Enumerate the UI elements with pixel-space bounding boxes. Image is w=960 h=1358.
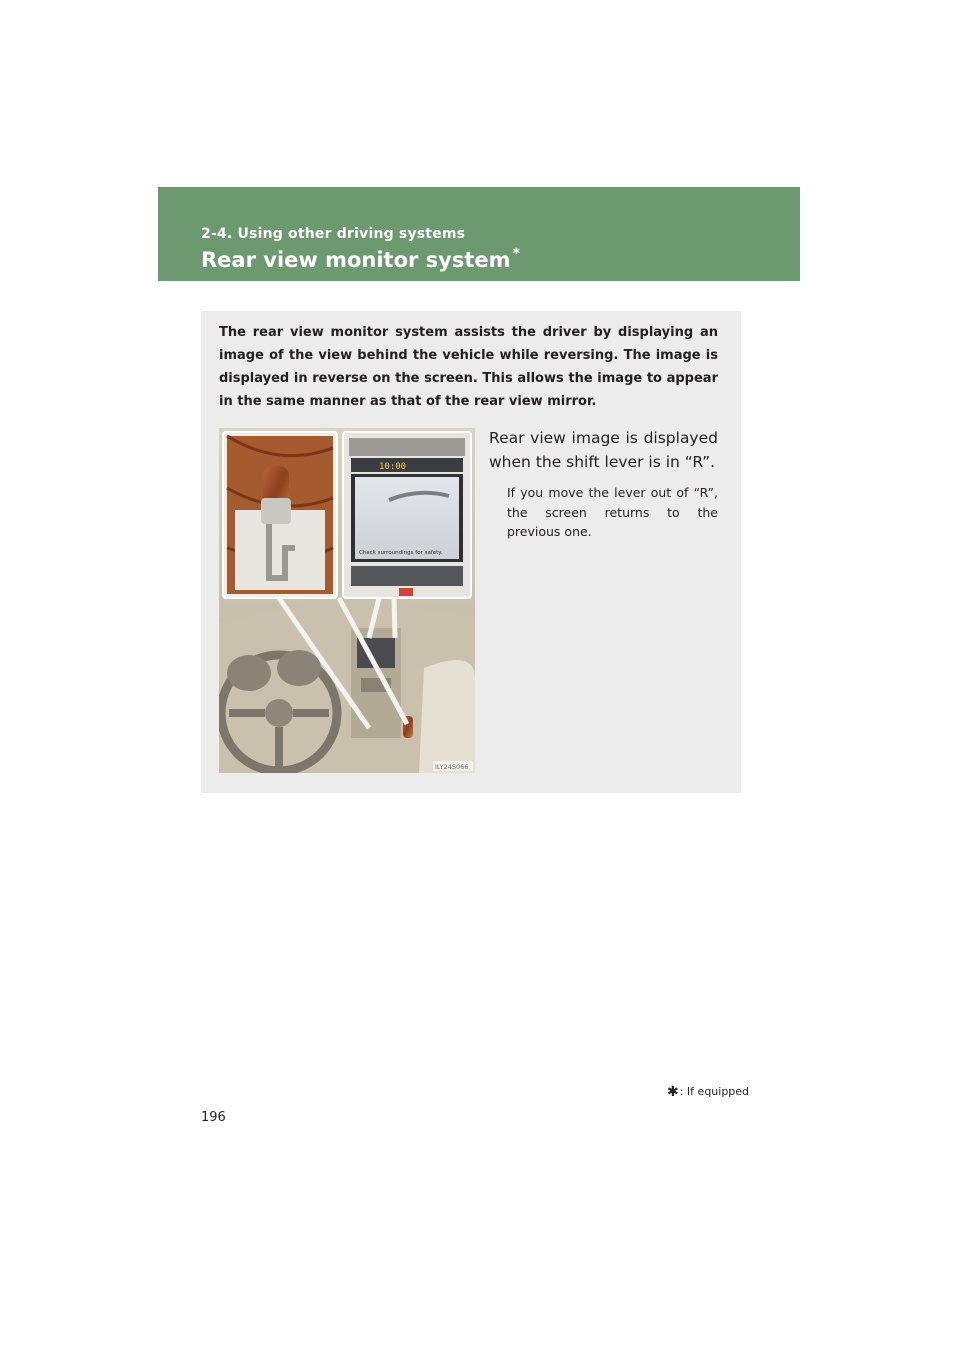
shift-boot [261,498,291,524]
hazard-button [399,588,413,596]
footnote [667,1083,749,1099]
dashboard-illustration [219,428,475,773]
screen-message: Check surroundings for safety. [359,550,443,556]
page-title [201,248,520,272]
page-number: 196 [201,1110,226,1125]
climate-panel [351,566,463,586]
monitor-screen [355,477,459,559]
note-text: If you move the lever out of “R”, the screen returns to the previous one. [507,485,718,539]
section-header [158,187,800,281]
air-vents [349,438,465,456]
gauge-left [227,655,271,691]
footnote-text: : If equipped [679,1085,750,1098]
steering-hub [265,699,293,727]
equipped-mark: * [512,246,520,262]
clock-display: 10:00 [379,462,407,472]
page-title-text: Rear view monitor system [201,248,511,272]
dashboard-drawing [219,428,475,773]
section-label: 2-4. Using other driving systems [201,226,466,242]
footnote-star-icon: ✱ [667,1084,679,1100]
clock-bar [351,458,463,472]
gauge-right [277,650,321,686]
image-code: ILY24S066 [435,763,469,771]
caption-text: Rear view image is displayed when the shift lever is in “R”. [489,429,718,471]
passenger-seat [419,660,475,773]
content-box [201,311,741,793]
intro-paragraph: The rear view monitor system assists the driver by displaying an image of the view behind the vehicle while reversing. The image is displayed in reverse on the screen. This allows the image to appear in the same manner as that of the rear view mirror. [219,325,718,409]
